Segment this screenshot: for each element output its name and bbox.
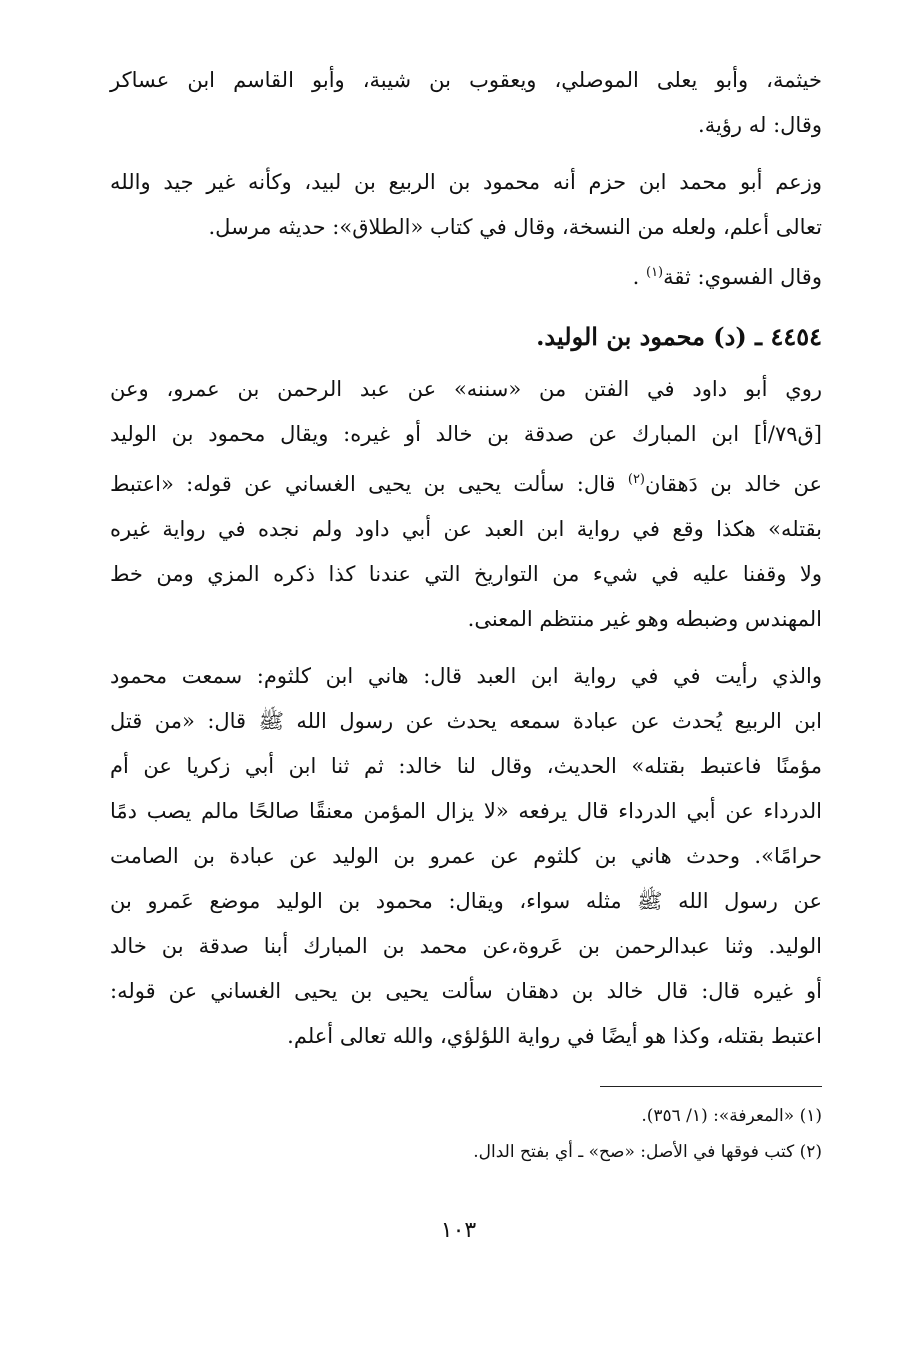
text-segment: عن خالد بن دَهقان <box>645 472 822 496</box>
text-line: [ق٧٩/أ] ابن المبارك عن صدقة بن خالد أو غيره: ويقال محمود بن الوليد <box>110 422 822 446</box>
text-line: اعتبط بقتله، وكذا هو أيضًا في رواية اللؤلؤي، والله تعالى أعلم. <box>287 1024 822 1048</box>
paragraph <box>110 160 822 250</box>
page-body <box>110 58 822 1059</box>
text-line: المهندس وضبطه وهو غير منتظم المعنى. <box>467 607 822 631</box>
text-line: أو غيره قال: قال خالد بن دهقان سألت يحيى بن يحيى الغساني عن قوله: <box>110 979 822 1003</box>
footnote-ref: (٢) <box>627 472 645 487</box>
footnotes <box>110 1100 822 1172</box>
text-line: مؤمنًا فاعتبط بقتله» الحديث، وقال لنا خالد: ثم ثنا ابن أبي زكريا عن أم <box>110 754 822 778</box>
text-line: خيثمة، وأبو يعلى الموصلي، ويعقوب بن شيبة، وأبو القاسم ابن عساكر <box>110 68 822 92</box>
footnote-1: (١) «المعرفة»: (١/ ٣٥٦). <box>641 1106 822 1126</box>
text-line: والذي رأيت في في رواية ابن العبد قال: هاني ابن كلثوم: سمعت محمود <box>110 664 822 688</box>
paragraph <box>110 58 822 148</box>
text-line: الدرداء عن أبي الدرداء قال يرفعه «لا يزال المؤمن معنقًا صالحًا مالم يصب دمًا <box>110 799 822 823</box>
text-line: روي أبو داود في الفتن من «سننه» عن عبد الرحمن بن عمرو، وعن <box>110 377 822 401</box>
text-line: ابن الربيع يُحدث عن عبادة سمعه يحدث عن رسول الله ﷺ قال: «من قتل <box>110 709 822 733</box>
page-number: ١٠٣ <box>440 1218 477 1243</box>
text-segment: وقال الفسوي: ثقة <box>663 265 822 289</box>
text-segment: قال: سألت يحيى بن يحيى الغساني عن قوله: «اعتبط <box>110 472 628 496</box>
text-line: بقتله» هكذا وقع في رواية ابن العبد عن أبي داود ولم نجده في رواية غيره <box>110 517 822 541</box>
entry-heading: ٤٤٥٤ ـ (د) محمود بن الوليد. <box>536 322 822 351</box>
footnote-2: (٢) كتب فوقها في الأصل: «صح» ـ أي بفتح الدال. <box>473 1142 822 1162</box>
footnote-divider <box>600 1086 822 1087</box>
text-line <box>110 457 822 507</box>
text-line: وزعم أبو محمد ابن حزم أنه محمود بن الربيع بن لبيد، وكأنه غير جيد والله <box>110 170 822 194</box>
text-line: الوليد. وثنا عبدالرحمن بن عَروة،عن محمد بن المبارك أبنا صدقة بن خالد <box>110 934 822 958</box>
paragraph <box>110 654 822 1059</box>
text-line: تعالى أعلم، ولعله من النسخة، وقال في كتاب «الطلاق»: حديثه مرسل. <box>208 215 822 239</box>
text-line: عن رسول الله ﷺ مثله سواء، ويقال: محمود بن الوليد موضع عَمرو بن <box>110 889 822 913</box>
text-line: ولا وقفنا عليه في شيء من التواريخ التي عندنا كذا ذكره المزي ومن خط <box>110 562 822 586</box>
text-line: حرامًا». وحدث هاني بن كلثوم عن عمرو بن الوليد عن عبادة بن الصامت <box>110 844 822 868</box>
footnote-ref: (١) <box>645 265 664 280</box>
text-line: وقال الفسوي: ثقة$^{(١)}$ . <box>632 265 822 289</box>
text-line: وقال: له رؤية. <box>698 113 822 137</box>
paragraph <box>110 367 822 642</box>
paragraph <box>110 250 822 300</box>
